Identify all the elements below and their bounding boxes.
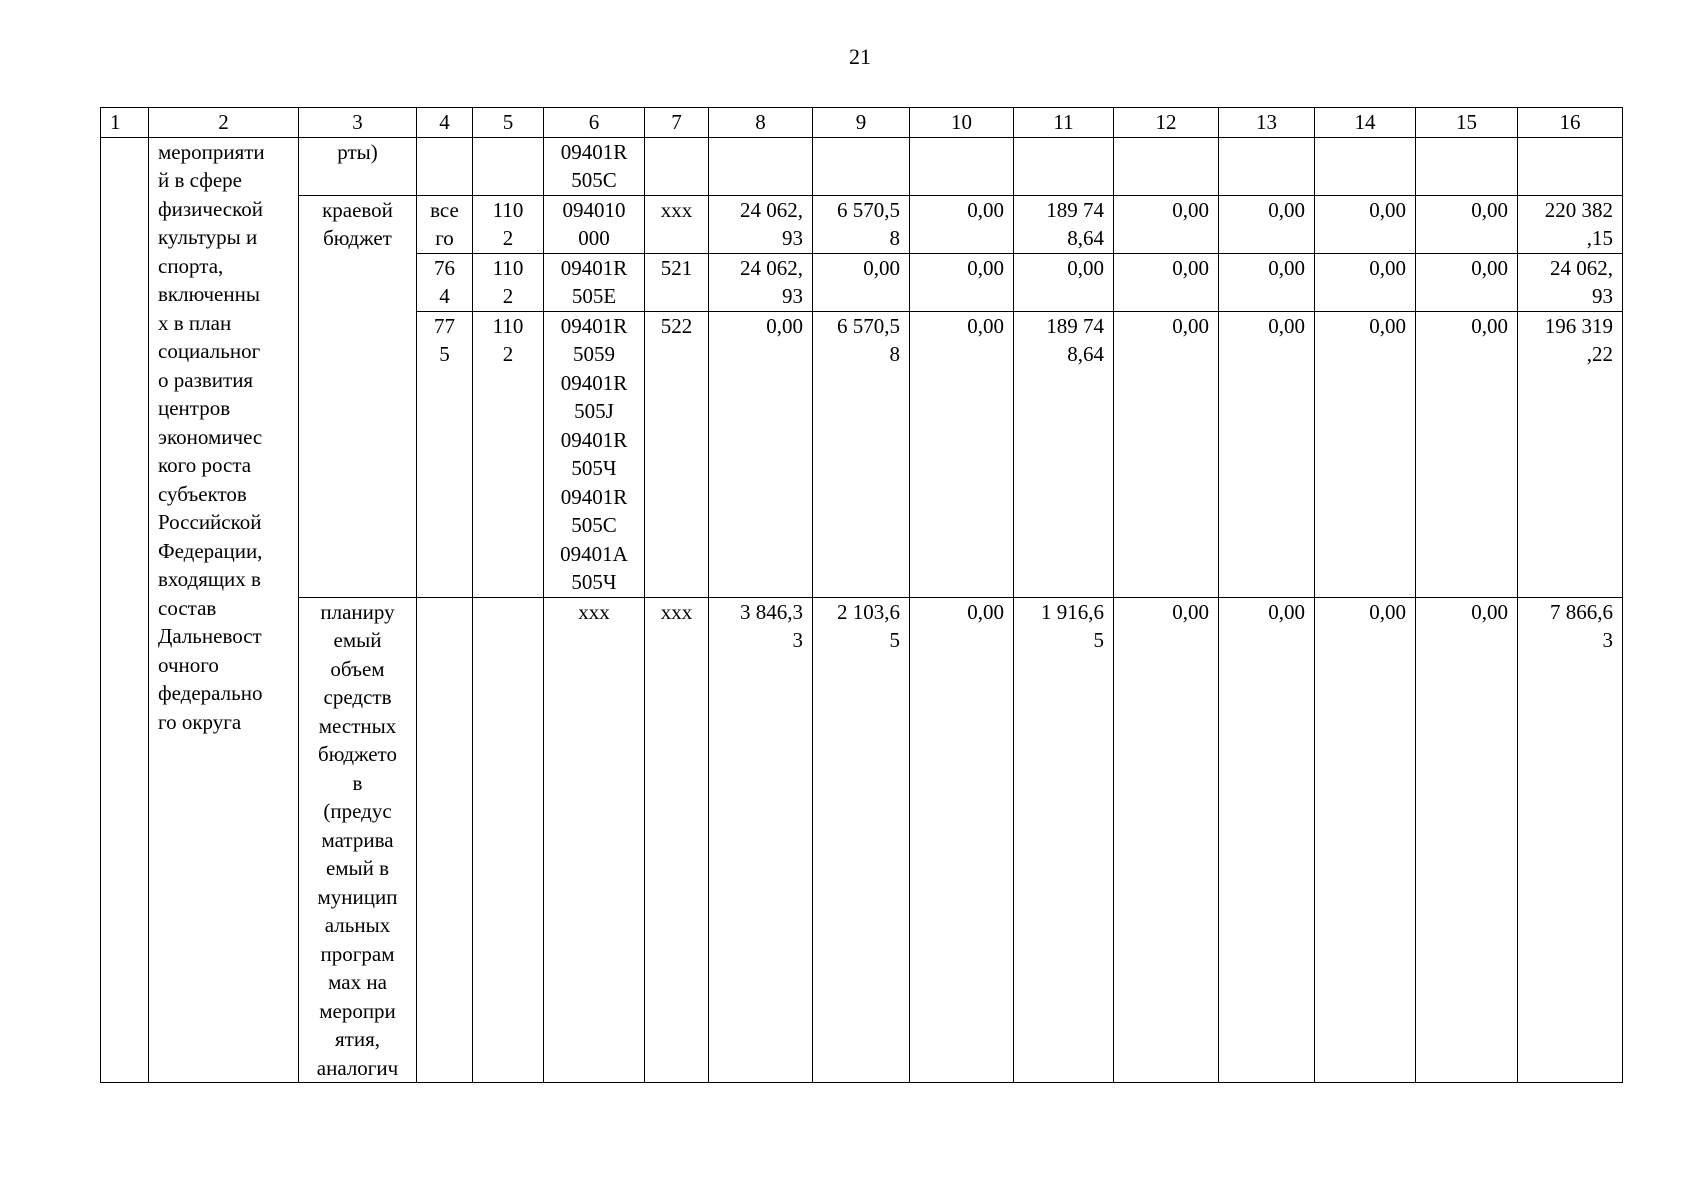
- amount-cell: 0,00: [1114, 597, 1219, 1083]
- table-cell: все го: [417, 195, 473, 253]
- header-cell: 10: [910, 108, 1014, 138]
- table-row: [101, 597, 1623, 1083]
- header-cell: 9: [813, 108, 910, 138]
- header-cell: 1: [101, 108, 149, 138]
- amount-cell: 220 382 ,15: [1518, 195, 1623, 253]
- amount-cell: 0,00: [1219, 311, 1315, 597]
- header-cell: 5: [473, 108, 544, 138]
- header-row: [101, 108, 1623, 138]
- amount-cell: 0,00: [910, 253, 1014, 311]
- amount-cell: 0,00: [910, 195, 1014, 253]
- code-cell: 094010 000: [544, 195, 645, 253]
- table-cell: 110 2: [473, 195, 544, 253]
- table-cell: [1416, 137, 1518, 195]
- header-cell: 11: [1014, 108, 1114, 138]
- amount-cell: 6 570,5 8: [813, 311, 910, 597]
- amount-cell: 0,00: [1315, 597, 1416, 1083]
- amount-cell: 0,00: [813, 253, 910, 311]
- table-cell: [709, 137, 813, 195]
- amount-cell: 1 916,6 5: [1014, 597, 1114, 1083]
- header-cell: 4: [417, 108, 473, 138]
- table-cell: 110 2: [473, 311, 544, 597]
- table-row: [101, 195, 1623, 253]
- amount-cell: 0,00: [1219, 253, 1315, 311]
- table-cell: [1518, 137, 1623, 195]
- header-cell: 7: [645, 108, 709, 138]
- code-cell: xxx: [544, 597, 645, 1083]
- table-cell: xxx: [645, 597, 709, 1083]
- table-cell: [417, 597, 473, 1083]
- table-cell: [1315, 137, 1416, 195]
- source-cell: краевой бюджет: [299, 195, 417, 597]
- amount-cell: 0,00: [1014, 253, 1114, 311]
- header-cell: 13: [1219, 108, 1315, 138]
- amount-cell: 0,00: [1219, 597, 1315, 1083]
- code-cell: 09401R 5059 09401R 505J 09401R 505Ч 09401R 505C 09401A 505Ч: [544, 311, 645, 597]
- source-cell: планиру емый объем средств местных бюджето в (предус матрива емый в муницип альных програм мах на меропри ятия, аналогич: [299, 597, 417, 1083]
- table-cell: xxx: [645, 195, 709, 253]
- table-cell: 77 5: [417, 311, 473, 597]
- header-cell: 8: [709, 108, 813, 138]
- table-cell: [813, 137, 910, 195]
- amount-cell: 6 570,5 8: [813, 195, 910, 253]
- table-cell: [1114, 137, 1219, 195]
- table-cell: [645, 137, 709, 195]
- event-name-cell: мероприяти й в сфере физической культуры и спорта, включенны х в план социальног о развития центров экономичес кого роста субъектов Российской Федерации, входящих в состав Дальневост очного федерально го округа: [149, 137, 299, 1083]
- amount-cell: 2 103,6 5: [813, 597, 910, 1083]
- amount-cell: 3 846,3 3: [709, 597, 813, 1083]
- amount-cell: 0,00: [910, 311, 1014, 597]
- table-cell: [1219, 137, 1315, 195]
- table-cell: [473, 597, 544, 1083]
- amount-cell: 0,00: [1315, 253, 1416, 311]
- amount-cell: 7 866,6 3: [1518, 597, 1623, 1083]
- amount-cell: 0,00: [1416, 311, 1518, 597]
- amount-cell: 0,00: [1416, 597, 1518, 1083]
- table-cell: 76 4: [417, 253, 473, 311]
- amount-cell: 189 74 8,64: [1014, 195, 1114, 253]
- header-cell: 12: [1114, 108, 1219, 138]
- source-cell: рты): [299, 137, 417, 195]
- budget-table: [100, 107, 1623, 1083]
- amount-cell: 0,00: [1114, 195, 1219, 253]
- code-cell: 09401R 505C: [544, 137, 645, 195]
- table-cell: [910, 137, 1014, 195]
- amount-cell: 0,00: [1416, 195, 1518, 253]
- amount-cell: 0,00: [1315, 195, 1416, 253]
- header-cell: 14: [1315, 108, 1416, 138]
- page-number: 21: [849, 44, 871, 69]
- amount-cell: 0,00: [1114, 311, 1219, 597]
- header-cell: 2: [149, 108, 299, 138]
- amount-cell: 24 062, 93: [709, 195, 813, 253]
- code-cell: 09401R 505E: [544, 253, 645, 311]
- table-row: [101, 137, 1623, 195]
- table-cell: [417, 137, 473, 195]
- amount-cell: 24 062, 93: [709, 253, 813, 311]
- header-cell: 3: [299, 108, 417, 138]
- table-cell: [473, 137, 544, 195]
- table-cell: [1014, 137, 1114, 195]
- table-cell: 110 2: [473, 253, 544, 311]
- amount-cell: 0,00: [1416, 253, 1518, 311]
- header-cell: 6: [544, 108, 645, 138]
- table-cell: 522: [645, 311, 709, 597]
- amount-cell: 189 74 8,64: [1014, 311, 1114, 597]
- amount-cell: 0,00: [1114, 253, 1219, 311]
- amount-cell: 0,00: [709, 311, 813, 597]
- header-cell: 15: [1416, 108, 1518, 138]
- table-cell: 521: [645, 253, 709, 311]
- amount-cell: 0,00: [910, 597, 1014, 1083]
- header-cell: 16: [1518, 108, 1623, 138]
- amount-cell: 0,00: [1219, 195, 1315, 253]
- amount-cell: 0,00: [1315, 311, 1416, 597]
- amount-cell: 24 062, 93: [1518, 253, 1623, 311]
- amount-cell: 196 319 ,22: [1518, 311, 1623, 597]
- row-number-cell: [101, 137, 149, 1083]
